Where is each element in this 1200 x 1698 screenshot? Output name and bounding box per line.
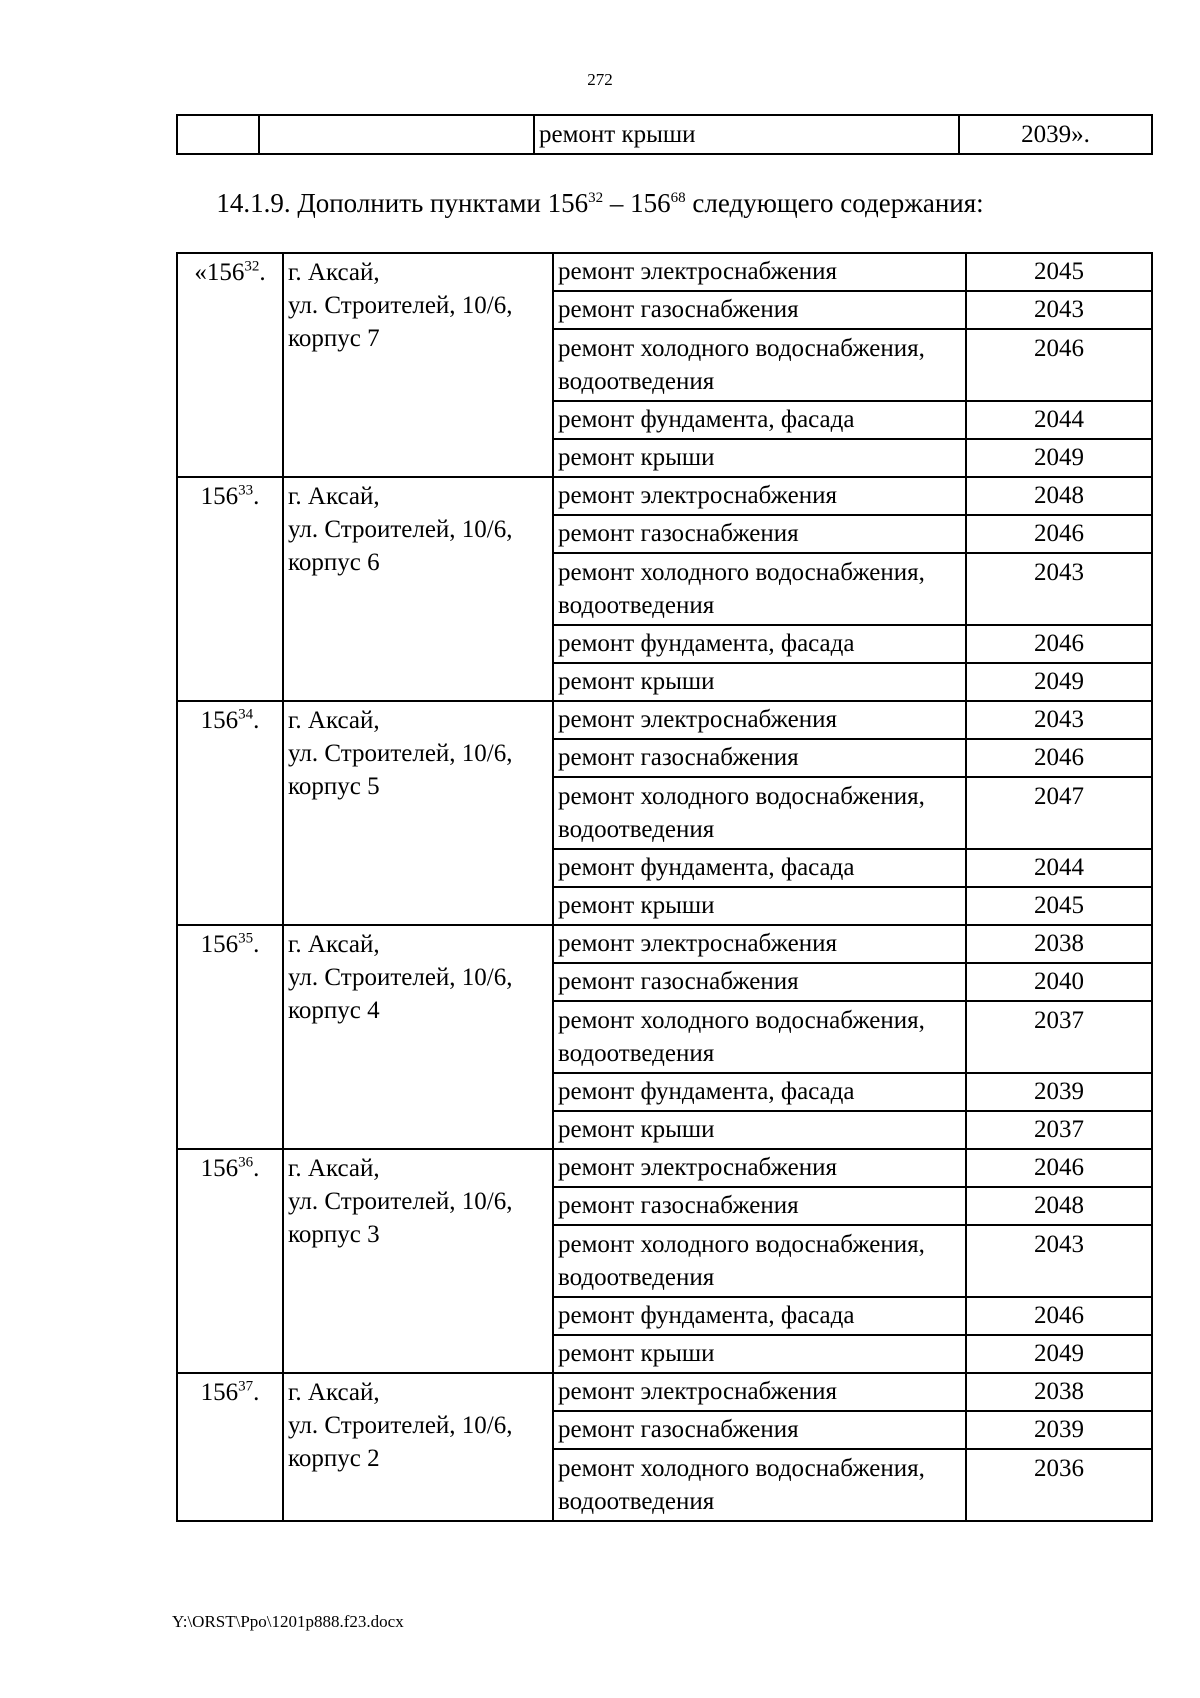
item-num: 156 <box>206 259 245 286</box>
year-cell: 2037 <box>966 1111 1152 1149</box>
year-cell: 2039». <box>959 115 1152 154</box>
empty-cell <box>259 115 534 154</box>
address-line: корпус 7 <box>288 325 380 352</box>
year-cell: 2046 <box>966 515 1152 553</box>
address-line: ул. Строителей, 10/6, <box>288 740 513 767</box>
item-sup: 33 <box>238 482 254 499</box>
year-cell: 2046 <box>966 739 1152 777</box>
table-row <box>177 925 1152 963</box>
year-cell: 2045 <box>966 253 1152 291</box>
year-cell: 2043 <box>966 701 1152 739</box>
intro-paragraph <box>0 188 1200 219</box>
item-sup: 36 <box>238 1154 254 1171</box>
work-cell: ремонт крыши <box>534 115 959 154</box>
work-type-cell: ремонт крыши <box>553 663 966 701</box>
year-cell: 2048 <box>966 1187 1152 1225</box>
work-type-cell: ремонт газоснабжения <box>553 291 966 329</box>
item-number: $156^{34}$. <box>177 701 283 925</box>
table-row <box>177 701 1152 739</box>
table-row <box>177 1373 1152 1411</box>
table-row <box>177 253 1152 291</box>
item-number: «$156^{32}$. <box>177 253 283 477</box>
year-cell: 2038 <box>966 925 1152 963</box>
address-line: ул. Строителей, 10/6, <box>288 1188 513 1215</box>
work-type-cell: ремонт газоснабжения <box>553 1411 966 1449</box>
work-type-cell: ремонт фундамента, фасада <box>553 849 966 887</box>
work-type-cell: ремонт электроснабжения <box>553 477 966 515</box>
item-number: $156^{37}$. <box>177 1373 283 1521</box>
work-type-cell: ремонт холодного водоснабжения, водоотведения <box>553 777 966 849</box>
repair-schedule-table <box>176 252 1153 1522</box>
year-cell: 2043 <box>966 291 1152 329</box>
address-line: г. Аксай, <box>288 1379 380 1406</box>
work-type-cell: ремонт электроснабжения <box>553 253 966 291</box>
year-cell: 2048 <box>966 477 1152 515</box>
address-line: г. Аксай, <box>288 483 380 510</box>
item-num: 156 <box>200 707 239 734</box>
year-cell: 2045 <box>966 887 1152 925</box>
file-path-footer: Y:\ORST\Ppo\1201p888.f23.docx <box>172 1612 404 1631</box>
intro-sup-1: 32 <box>588 190 604 206</box>
work-type-cell: ремонт электроснабжения <box>553 1149 966 1187</box>
year-cell: 2046 <box>966 1297 1152 1335</box>
item-sup: 34 <box>238 706 254 723</box>
year-cell: 2039 <box>966 1411 1152 1449</box>
address-line: ул. Строителей, 10/6, <box>288 516 513 543</box>
work-type-cell: ремонт фундамента, фасада <box>553 1073 966 1111</box>
item-number: $156^{35}$. <box>177 925 283 1149</box>
intro-text-mid: – 156 <box>603 188 671 218</box>
address-line: ул. Строителей, 10/6, <box>288 292 513 319</box>
table-row <box>177 1149 1152 1187</box>
work-type-cell: ремонт газоснабжения <box>553 963 966 1001</box>
year-cell: 2037 <box>966 1001 1152 1073</box>
year-cell: 2049 <box>966 663 1152 701</box>
work-type-cell: ремонт электроснабжения <box>553 701 966 739</box>
item-sup: 37 <box>238 1378 254 1395</box>
work-type-cell: ремонт электроснабжения <box>553 1373 966 1411</box>
address-cell <box>283 701 553 925</box>
page-number: 272 <box>587 70 613 89</box>
year-cell: 2040 <box>966 963 1152 1001</box>
item-number: $156^{33}$. <box>177 477 283 701</box>
year-cell: 2044 <box>966 849 1152 887</box>
work-type-cell: ремонт крыши <box>553 1111 966 1149</box>
year-cell: 2043 <box>966 1225 1152 1297</box>
address-cell <box>283 1373 553 1521</box>
work-type-cell: ремонт холодного водоснабжения, водоотведения <box>553 1001 966 1073</box>
table-row <box>177 477 1152 515</box>
address-line: корпус 2 <box>288 1445 380 1472</box>
work-type-cell: ремонт газоснабжения <box>553 515 966 553</box>
work-type-cell: ремонт фундамента, фасада <box>553 401 966 439</box>
year-cell: 2044 <box>966 401 1152 439</box>
year-cell: 2046 <box>966 625 1152 663</box>
year-cell: 2047 <box>966 777 1152 849</box>
year-cell: 2039 <box>966 1073 1152 1111</box>
item-num: 156 <box>200 1379 239 1406</box>
address-cell <box>283 925 553 1149</box>
work-type-cell: ремонт холодного водоснабжения, водоотведения <box>553 1449 966 1521</box>
empty-cell <box>177 115 259 154</box>
address-line: г. Аксай, <box>288 931 380 958</box>
intro-text-after: следующего содержания: <box>685 188 984 218</box>
year-cell: 2036 <box>966 1449 1152 1521</box>
year-cell: 2043 <box>966 553 1152 625</box>
address-cell <box>283 1149 553 1373</box>
item-number: $156^{36}$. <box>177 1149 283 1373</box>
work-type-cell: ремонт холодного водоснабжения, водоотведения <box>553 1225 966 1297</box>
item-num: 156 <box>200 483 239 510</box>
work-type-cell: ремонт фундамента, фасада <box>553 625 966 663</box>
address-line: корпус 4 <box>288 997 380 1024</box>
work-type-cell: ремонт холодного водоснабжения, водоотведения <box>553 329 966 401</box>
address-line: корпус 6 <box>288 549 380 576</box>
item-sup: 35 <box>238 930 254 947</box>
item-num: 156 <box>200 931 239 958</box>
table-row <box>177 115 1152 154</box>
item-prefix: « <box>194 259 207 286</box>
intro-text-before: 14.1.9. Дополнить пунктами 156 <box>216 188 589 218</box>
continuation-table <box>176 114 1153 155</box>
work-type-cell: ремонт газоснабжения <box>553 739 966 777</box>
work-type-cell: ремонт электроснабжения <box>553 925 966 963</box>
address-line: корпус 3 <box>288 1221 380 1248</box>
address-line: ул. Строителей, 10/6, <box>288 964 513 991</box>
work-type-cell: ремонт газоснабжения <box>553 1187 966 1225</box>
work-type-cell: ремонт крыши <box>553 439 966 477</box>
address-cell <box>283 477 553 701</box>
address-line: ул. Строителей, 10/6, <box>288 1412 513 1439</box>
year-cell: 2038 <box>966 1373 1152 1411</box>
address-cell <box>283 253 553 477</box>
item-sup: 32 <box>244 258 260 275</box>
address-line: корпус 5 <box>288 773 380 800</box>
year-cell: 2049 <box>966 439 1152 477</box>
address-line: г. Аксай, <box>288 259 380 286</box>
year-cell: 2049 <box>966 1335 1152 1373</box>
year-cell: 2046 <box>966 1149 1152 1187</box>
item-num: 156 <box>200 1155 239 1182</box>
work-type-cell: ремонт фундамента, фасада <box>553 1297 966 1335</box>
intro-sup-2: 68 <box>670 190 686 206</box>
address-line: г. Аксай, <box>288 1155 380 1182</box>
work-type-cell: ремонт крыши <box>553 1335 966 1373</box>
work-type-cell: ремонт холодного водоснабжения, водоотведения <box>553 553 966 625</box>
year-cell: 2046 <box>966 329 1152 401</box>
address-line: г. Аксай, <box>288 707 380 734</box>
work-type-cell: ремонт крыши <box>553 887 966 925</box>
